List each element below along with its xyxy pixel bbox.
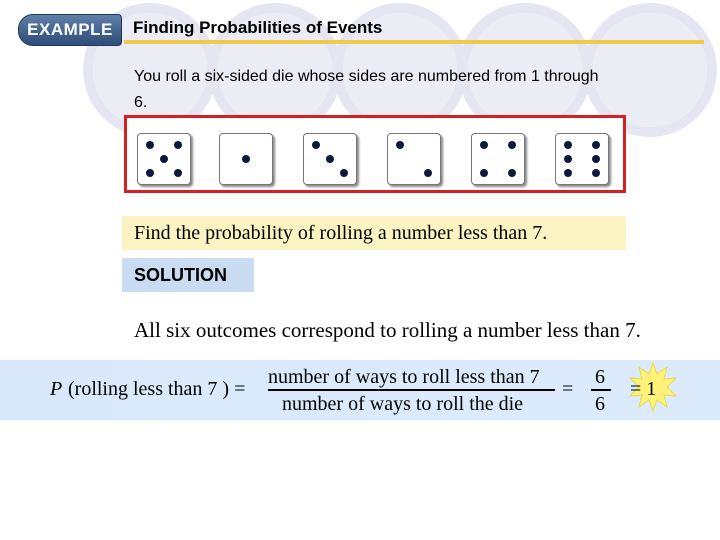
- die-pip: [312, 141, 320, 149]
- event-text: (rolling less than 7 ) =: [68, 378, 246, 400]
- die-pip: [592, 169, 600, 177]
- numeric-numerator: 6: [595, 366, 605, 388]
- solution-label: SOLUTION: [134, 265, 227, 285]
- solution-statement: All six outcomes correspond to rolling a number less than 7.: [134, 318, 641, 342]
- die-pip: [146, 141, 154, 149]
- die-pip: [592, 155, 600, 163]
- die-pip: [480, 141, 488, 149]
- numeric-fraction-bar: [591, 389, 611, 391]
- header-rule: [124, 40, 704, 44]
- die-pip: [396, 141, 404, 149]
- die-pip: [160, 155, 168, 163]
- dice-panel: [124, 115, 626, 193]
- die-pip: [326, 155, 334, 163]
- result-value: = 1: [630, 378, 657, 400]
- die-pip: [564, 141, 572, 149]
- die-face: [555, 133, 609, 185]
- die-pip: [174, 141, 182, 149]
- question-box: [122, 216, 626, 250]
- fraction-denominator: number of ways to roll the die: [282, 393, 524, 415]
- probability-symbol: P: [50, 378, 63, 400]
- equals-sign: =: [562, 378, 574, 400]
- die-face: [471, 133, 525, 185]
- die-face: [303, 133, 357, 185]
- die-face: [137, 133, 191, 185]
- question-text: Find the probability of rolling a number less than 7.: [134, 222, 548, 244]
- die-pip: [174, 169, 182, 177]
- die-pip: [242, 155, 250, 163]
- fraction-bar: [268, 389, 555, 391]
- die-pip: [480, 169, 488, 177]
- solution-label-box: [122, 258, 254, 292]
- die-pip: [564, 169, 572, 177]
- intro-text: You roll a six-sided die whose sides are numbered from 1 through 6.: [134, 68, 599, 111]
- numeric-denominator: 6: [595, 393, 605, 415]
- fraction-numerator: number of ways to roll less than 7: [268, 366, 540, 388]
- die-pip: [508, 169, 516, 177]
- die-pip: [146, 169, 154, 177]
- example-badge: EXAMPLE: [18, 14, 122, 46]
- die-pip: [564, 155, 572, 163]
- die-pip: [592, 141, 600, 149]
- die-pip: [508, 141, 516, 149]
- die-face: [387, 133, 441, 185]
- page-title: Finding Probabilities of Events: [133, 18, 383, 37]
- die-pip: [340, 169, 348, 177]
- die-pip: [424, 169, 432, 177]
- die-face: [219, 133, 273, 185]
